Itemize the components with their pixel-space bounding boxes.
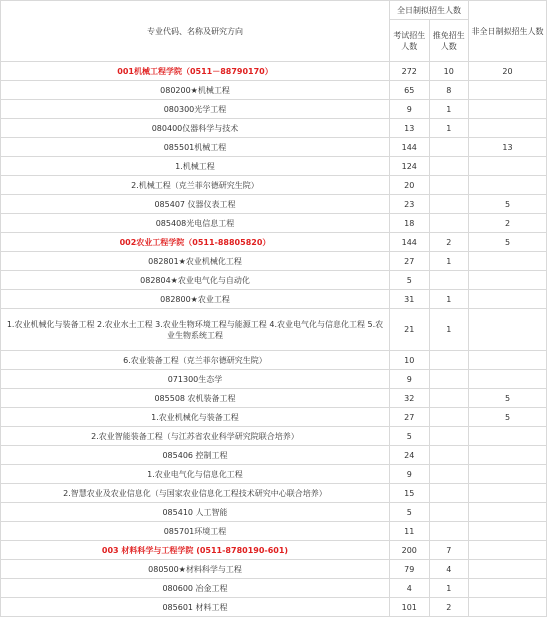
- table-row: [1, 370, 547, 389]
- parttime-count-cell: [469, 81, 547, 100]
- program-name-cell: 1.农业机械化与装备工程: [1, 408, 390, 427]
- parttime-count-cell: [469, 446, 547, 465]
- exempt-count-cell: [429, 214, 469, 233]
- program-name-cell: 071300生态学: [1, 370, 390, 389]
- parttime-count-cell: [469, 427, 547, 446]
- parttime-count-cell: 5: [469, 408, 547, 427]
- program-name-cell: 085408光电信息工程: [1, 214, 390, 233]
- parttime-count-cell: 5: [469, 389, 547, 408]
- parttime-count-cell: [469, 119, 547, 138]
- parttime-count-cell: [469, 176, 547, 195]
- program-name-cell: 003 材料科学与工程学院 (0511-8780190-601): [1, 541, 390, 560]
- parttime-count-cell: [469, 271, 547, 290]
- table-row: [1, 176, 547, 195]
- parttime-count-cell: [469, 484, 547, 503]
- exempt-count-cell: [429, 427, 469, 446]
- parttime-count-cell: [469, 560, 547, 579]
- table-row: [1, 100, 547, 119]
- program-name-cell: 082801★农业机械化工程: [1, 252, 390, 271]
- exempt-count-cell: 8: [429, 81, 469, 100]
- parttime-count-cell: [469, 100, 547, 119]
- exam-count-cell: 20: [390, 176, 430, 195]
- exempt-count-cell: 1: [429, 290, 469, 309]
- exam-count-cell: 24: [390, 446, 430, 465]
- exam-count-cell: 65: [390, 81, 430, 100]
- table-row: [1, 309, 547, 351]
- college-row: [1, 541, 547, 560]
- program-name-cell: 085407 仪器仪表工程: [1, 195, 390, 214]
- exam-count-cell: 9: [390, 100, 430, 119]
- table-row: [1, 214, 547, 233]
- table-row: [1, 252, 547, 271]
- table-row: [1, 119, 547, 138]
- table-row: [1, 81, 547, 100]
- exam-count-cell: 144: [390, 233, 430, 252]
- exam-count-cell: 272: [390, 62, 430, 81]
- parttime-count-cell: [469, 598, 547, 617]
- parttime-count-cell: [469, 290, 547, 309]
- parttime-count-cell: [469, 541, 547, 560]
- exempt-count-cell: [429, 408, 469, 427]
- exempt-count-cell: 10: [429, 62, 469, 81]
- exam-header: 考试招生人数: [390, 20, 430, 62]
- table-row: [1, 522, 547, 541]
- college-row: [1, 233, 547, 252]
- program-name-cell: 085601 材料工程: [1, 598, 390, 617]
- exempt-count-cell: [429, 484, 469, 503]
- fulltime-total-header: 全日制拟招生人数: [390, 1, 469, 20]
- table-row: [1, 408, 547, 427]
- parttime-count-cell: [469, 252, 547, 271]
- exempt-count-cell: [429, 503, 469, 522]
- admissions-table-body: [1, 1, 547, 617]
- program-name-cell: 080200★机械工程: [1, 81, 390, 100]
- exempt-count-cell: 1: [429, 309, 469, 351]
- exam-count-cell: 101: [390, 598, 430, 617]
- parttime-count-cell: [469, 579, 547, 598]
- exempt-count-cell: 1: [429, 100, 469, 119]
- parttime-count-cell: 5: [469, 233, 547, 252]
- parttime-count-cell: [469, 351, 547, 370]
- exam-count-cell: 5: [390, 503, 430, 522]
- exempt-count-cell: 4: [429, 560, 469, 579]
- exempt-count-cell: [429, 370, 469, 389]
- exempt-count-cell: [429, 465, 469, 484]
- program-name-cell: 080300光学工程: [1, 100, 390, 119]
- program-name-cell: 080400仪器科学与技术: [1, 119, 390, 138]
- table-row: [1, 579, 547, 598]
- exempt-count-cell: [429, 271, 469, 290]
- parttime-count-cell: 5: [469, 195, 547, 214]
- table-row: [1, 138, 547, 157]
- table-row: [1, 195, 547, 214]
- header-row-1: [1, 1, 547, 20]
- parttime-count-cell: [469, 522, 547, 541]
- table-row: [1, 427, 547, 446]
- program-name-cell: 085501机械工程: [1, 138, 390, 157]
- parttime-count-cell: [469, 465, 547, 484]
- program-name-cell: 1.农业机械化与装备工程 2.农业水土工程 3.农业生物环境工程与能源工程 4.农业电气化与信息化工程 5.农业生物系统工程: [1, 309, 390, 351]
- program-name-cell: 2.智慧农业及农业信息化（与国家农业信息化工程技术研究中心联合培养）: [1, 484, 390, 503]
- table-row: [1, 271, 547, 290]
- program-name-cell: 002农业工程学院（0511-88805820）: [1, 233, 390, 252]
- exam-count-cell: 11: [390, 522, 430, 541]
- exam-count-cell: 124: [390, 157, 430, 176]
- program-name-cell: 1.农业电气化与信息化工程: [1, 465, 390, 484]
- table-row: [1, 446, 547, 465]
- program-name-cell: 2.农业智能装备工程（与江苏省农业科学研究院联合培养）: [1, 427, 390, 446]
- program-name-cell: 2.机械工程（克兰菲尔德研究生院）: [1, 176, 390, 195]
- program-name-cell: 085406 控制工程: [1, 446, 390, 465]
- exempt-count-cell: [429, 195, 469, 214]
- exam-count-cell: 5: [390, 427, 430, 446]
- table-row: [1, 484, 547, 503]
- exam-count-cell: 21: [390, 309, 430, 351]
- table-row: [1, 290, 547, 309]
- table-row: [1, 503, 547, 522]
- table-row: [1, 157, 547, 176]
- parttime-count-cell: [469, 157, 547, 176]
- program-header: 专业代码、名称及研究方向: [1, 1, 390, 62]
- exempt-count-cell: [429, 522, 469, 541]
- program-name-cell: 082804★农业电气化与自动化: [1, 271, 390, 290]
- table-row: [1, 389, 547, 408]
- exam-count-cell: 31: [390, 290, 430, 309]
- exam-count-cell: 4: [390, 579, 430, 598]
- parttime-count-cell: [469, 503, 547, 522]
- exam-count-cell: 32: [390, 389, 430, 408]
- exempt-count-cell: 7: [429, 541, 469, 560]
- program-name-cell: 085410 人工智能: [1, 503, 390, 522]
- exempt-count-cell: [429, 351, 469, 370]
- parttime-count-cell: 13: [469, 138, 547, 157]
- exempt-count-cell: [429, 176, 469, 195]
- parttime-count-cell: [469, 309, 547, 351]
- program-name-cell: 082800★农业工程: [1, 290, 390, 309]
- exam-count-cell: 5: [390, 271, 430, 290]
- program-name-cell: 085508 农机装备工程: [1, 389, 390, 408]
- exempt-count-cell: [429, 389, 469, 408]
- exempt-count-cell: 1: [429, 119, 469, 138]
- parttime-count-cell: [469, 370, 547, 389]
- exempt-count-cell: 2: [429, 598, 469, 617]
- parttime-count-cell: 2: [469, 214, 547, 233]
- exam-count-cell: 144: [390, 138, 430, 157]
- table-row: [1, 560, 547, 579]
- exam-count-cell: 9: [390, 465, 430, 484]
- program-name-cell: 001机械工程学院（0511－88790170）: [1, 62, 390, 81]
- table-row: [1, 351, 547, 370]
- program-name-cell: 6.农业装备工程（克兰菲尔德研究生院）: [1, 351, 390, 370]
- program-name-cell: 080500★材料科学与工程: [1, 560, 390, 579]
- program-name-cell: 1.机械工程: [1, 157, 390, 176]
- parttime-header: 非全日制拟招生人数: [469, 1, 547, 62]
- exam-count-cell: 27: [390, 252, 430, 271]
- college-row: [1, 62, 547, 81]
- exempt-count-cell: [429, 138, 469, 157]
- exempt-count-cell: 2: [429, 233, 469, 252]
- program-name-cell: 080600 冶金工程: [1, 579, 390, 598]
- table-row: [1, 598, 547, 617]
- exam-count-cell: 15: [390, 484, 430, 503]
- exempt-count-cell: 1: [429, 252, 469, 271]
- exempt-header: 推免招生人数: [429, 20, 469, 62]
- exam-count-cell: 27: [390, 408, 430, 427]
- exam-count-cell: 10: [390, 351, 430, 370]
- exam-count-cell: 79: [390, 560, 430, 579]
- exam-count-cell: 13: [390, 119, 430, 138]
- exam-count-cell: 9: [390, 370, 430, 389]
- exam-count-cell: 18: [390, 214, 430, 233]
- exempt-count-cell: 1: [429, 579, 469, 598]
- program-name-cell: 085701环境工程: [1, 522, 390, 541]
- exempt-count-cell: [429, 446, 469, 465]
- exam-count-cell: 200: [390, 541, 430, 560]
- exam-count-cell: 23: [390, 195, 430, 214]
- exempt-count-cell: [429, 157, 469, 176]
- parttime-count-cell: 20: [469, 62, 547, 81]
- table-row: [1, 465, 547, 484]
